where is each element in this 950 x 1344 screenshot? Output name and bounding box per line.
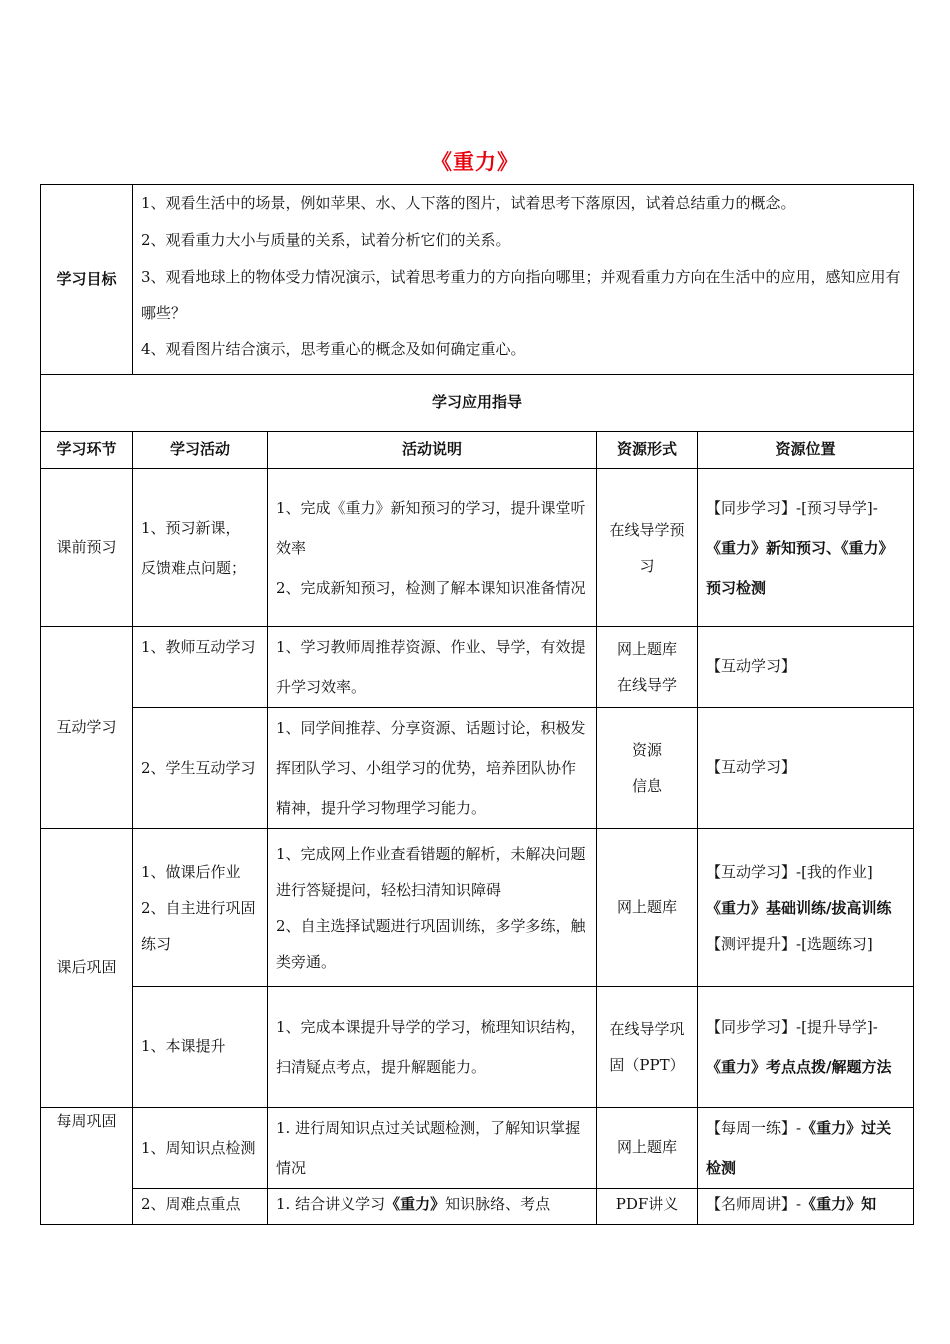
activity-cell (133, 829, 268, 987)
activity-cell: 2、周难点重点 (133, 1189, 268, 1225)
description-cell (268, 469, 597, 627)
activity-cell: 1、教师互动学习 (133, 627, 268, 708)
description-cell: 1、完成本课提升导学的学习，梳理知识结构，扫清疑点考点，提升解题能力。 (268, 987, 597, 1108)
location-resource: 《重力》过关检测 (706, 1119, 892, 1177)
resource-location-cell (698, 987, 914, 1108)
location-resource: 《重力》知 (801, 1195, 877, 1213)
description-line: 2、自主选择试题进行巩固训练，多学多练，触类旁通。 (276, 916, 586, 971)
table-row (41, 987, 914, 1108)
study-guide-table (40, 184, 914, 1225)
location-path: 【测评提升】-[选题练习] (706, 934, 873, 953)
header-resource-form: 资源形式 (597, 432, 698, 469)
activity-cell: 1、本课提升 (133, 987, 268, 1108)
activity-cell: 1、周知识点检测 (133, 1108, 268, 1189)
resource-form-cell: 在线导学预习 (597, 469, 698, 627)
resource-form-cell: PDF讲义 (597, 1189, 698, 1225)
description-line: 1、完成网上作业查看错题的解析，未解决问题进行答疑提问，轻松扫清知识障碍 (276, 844, 586, 899)
description-emphasis: 《重力》 (385, 1195, 446, 1213)
document-title: 《重力》 (431, 149, 519, 174)
description-line: 1、完成《重力》新知预习的学习，提升课堂听效率 (276, 498, 586, 557)
activity-line: 1、做课后作业 (141, 862, 241, 881)
stage-cell: 每周巩固 (41, 1108, 133, 1225)
resource-form-line: 在线导学 (616, 676, 677, 694)
goals-label: 学习目标 (41, 185, 133, 375)
description-text: 1. 结合讲义学习 (276, 1195, 386, 1213)
goal-item: 3、观看地球上的物体受力情况演示，试着思考重力的方向指向哪里；并观看重力方向在生活中的应用，感知应用有哪些？ (141, 268, 901, 322)
location-path: 【互动学习】-[我的作业] (706, 862, 873, 881)
resource-location-cell (698, 469, 914, 627)
header-activity: 学习活动 (133, 432, 268, 469)
description-cell (268, 1189, 597, 1225)
guide-title: 学习应用指导 (41, 375, 914, 432)
activity-cell: 2、学生互动学习 (133, 708, 268, 829)
table-row (41, 1108, 914, 1189)
stage-cell: 课前预习 (41, 469, 133, 627)
resource-form-cell (597, 627, 698, 708)
resource-form-cell (597, 708, 698, 829)
activity-line: 反馈难点问题； (141, 558, 247, 577)
location-resource: 《重力》基础训练/拔高训练 (706, 898, 892, 917)
resource-form-cell: 网上题库 (597, 829, 698, 987)
header-row (41, 432, 914, 469)
description-text: 知识脉络、考点 (445, 1195, 551, 1213)
resource-location-cell (698, 1189, 914, 1225)
location-path: 【同步学习】-[提升导学]- (706, 1018, 878, 1036)
description-line: 2、完成新知预习，检测了解本课知识准备情况 (276, 578, 586, 597)
goals-row (41, 185, 914, 375)
resource-form-cell: 网上题库 (597, 1108, 698, 1189)
table-row (41, 708, 914, 829)
goal-item: 2、观看重力大小与质量的关系，试着分析它们的关系。 (141, 231, 511, 249)
location-resource: 《重力》新知预习、《重力》预习检测 (706, 538, 894, 597)
table-row (41, 1189, 914, 1225)
header-stage: 学习环节 (41, 432, 133, 469)
stage-cell: 互动学习 (41, 627, 133, 829)
resource-location-cell (698, 1108, 914, 1189)
header-resource-location: 资源位置 (698, 432, 914, 469)
location-resource: 《重力》考点点拨/解题方法 (706, 1058, 892, 1076)
description-cell: 1、学习教师周推荐资源、作业、导学，有效提升学习效率。 (268, 627, 597, 708)
goal-item: 4、观看图片结合演示，思考重心的概念及如何确定重心。 (141, 340, 526, 358)
resource-location-cell: 【互动学习】 (698, 708, 914, 829)
resource-location-cell (698, 829, 914, 987)
goal-item: 1、观看生活中的场景，例如苹果、水、人下落的图片，试着思考下落原因，试着总结重力的概念。 (141, 194, 796, 212)
header-description: 活动说明 (268, 432, 597, 469)
guide-title-row (41, 375, 914, 432)
activity-line: 1、预习新课， (141, 518, 241, 537)
stage-cell: 课后巩固 (41, 829, 133, 1108)
table-row (41, 829, 914, 987)
resource-form-line: 资源 (631, 741, 662, 759)
resource-form-line: 信息 (631, 777, 662, 795)
location-path: 【名师周讲】- (706, 1195, 802, 1213)
goals-content (133, 185, 914, 375)
resource-location-cell: 【互动学习】 (698, 627, 914, 708)
description-cell: 1、同学间推荐、分享资源、话题讨论，积极发挥团队学习、小组学习的优势，培养团队协作精神，提升学习物理学习能力。 (268, 708, 597, 829)
location-path: 【每周一练】- (706, 1119, 802, 1137)
table-row (41, 469, 914, 627)
activity-line: 2、自主进行巩固练习 (141, 898, 256, 953)
activity-cell (133, 469, 268, 627)
table-row (41, 627, 914, 708)
description-cell (268, 829, 597, 987)
resource-form-cell: 在线导学巩固（PPT） (597, 987, 698, 1108)
description-cell: 1. 进行周知识点过关试题检测，了解知识掌握情况 (268, 1108, 597, 1189)
resource-form-line: 网上题库 (616, 640, 677, 658)
location-path: 【同步学习】-[预习导学]- (706, 498, 878, 517)
